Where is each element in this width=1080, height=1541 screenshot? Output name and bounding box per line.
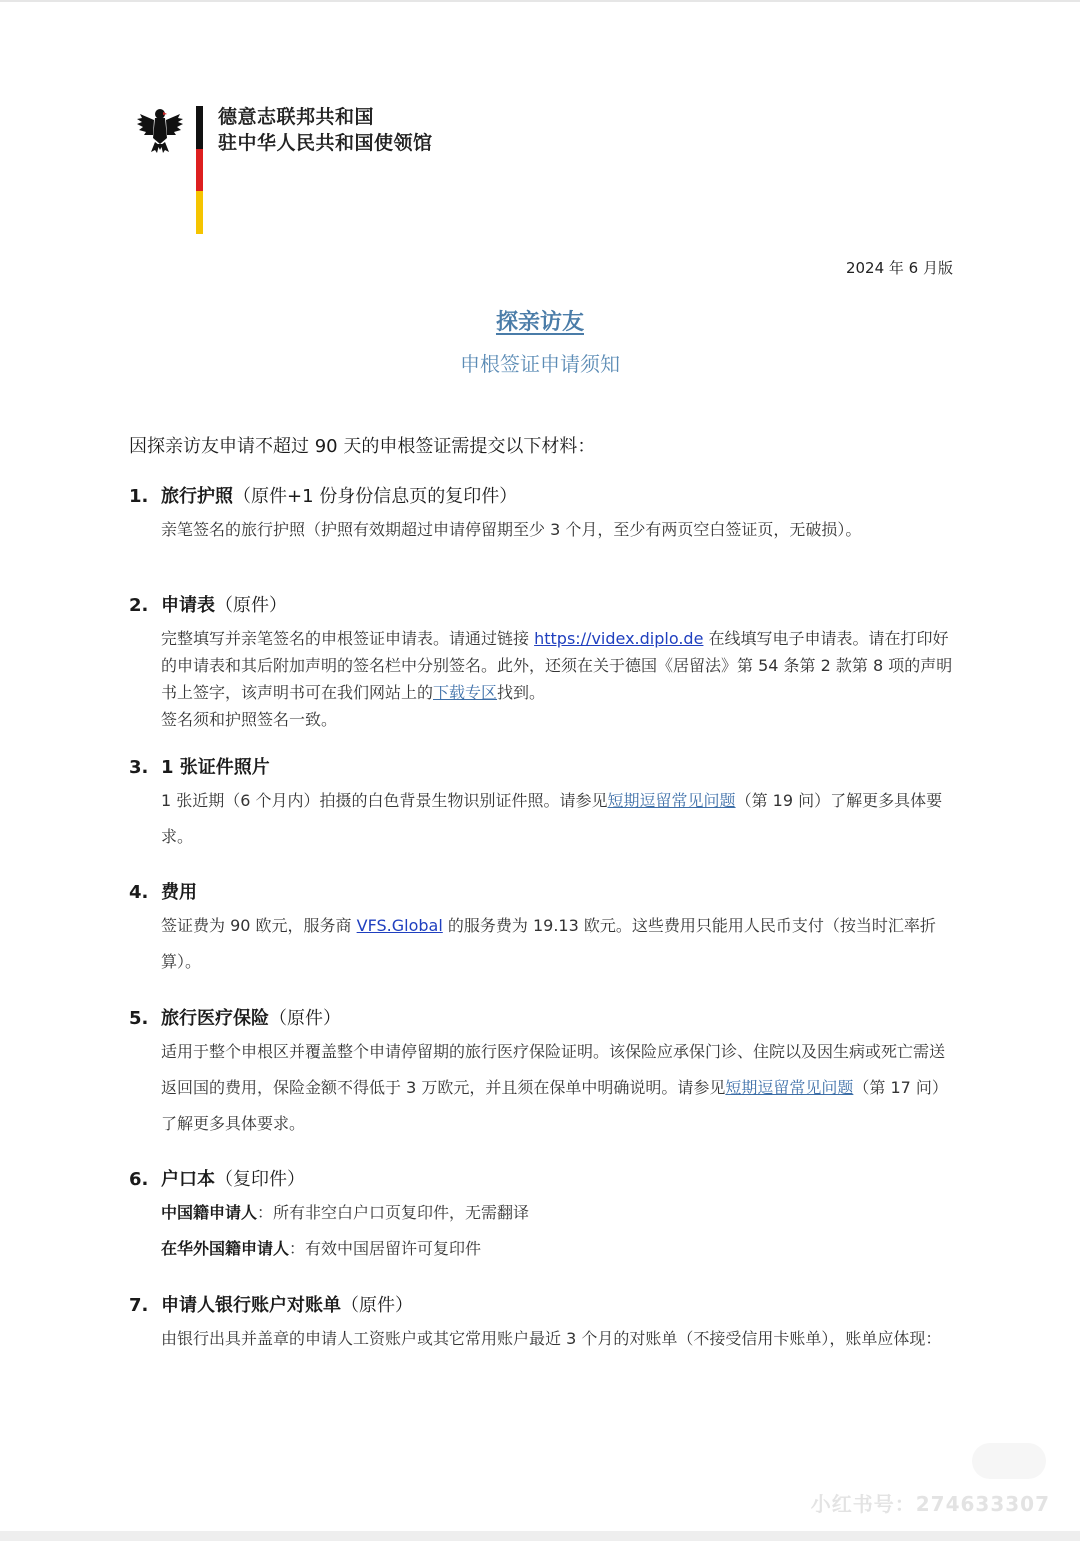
- embassy-name: [218, 104, 433, 156]
- item-note: （原件+1 份身份信息页的复印件）: [233, 486, 518, 507]
- signature-note: 签名须和护照签名一致。: [161, 710, 338, 729]
- requirement-application-form: [129, 593, 959, 733]
- edition-date: 2024 年 6 月版: [845, 259, 953, 277]
- flag-red: [196, 149, 203, 192]
- item-number: 7.: [129, 1295, 149, 1316]
- item-title: 旅行护照: [161, 486, 233, 507]
- item-body: [161, 625, 959, 733]
- foreign-applicant-label: 在华外国籍申请人: [161, 1239, 290, 1258]
- item-note: （原件）: [269, 1008, 341, 1029]
- requirement-photo: [129, 755, 959, 855]
- flag-gold: [196, 191, 203, 234]
- federal-eagle-icon: [134, 104, 186, 156]
- item-body: 由银行出具并盖章的申请人工资账户或其它常用账户最近 3 个月的对账单（不接受信用卡账单），账单应体现：: [161, 1329, 942, 1348]
- top-border: [0, 0, 1080, 2]
- item-heading: [129, 1167, 959, 1193]
- item-number: 4.: [129, 882, 149, 903]
- body-text: （第 19 问）了解更多具体要求。: [161, 791, 943, 846]
- body-text: 找到。: [497, 683, 546, 702]
- item-number: 6.: [129, 1169, 149, 1190]
- item-note: （原件）: [341, 1295, 413, 1316]
- foreign-applicant-text: ：有效中国居留许可复印件: [289, 1239, 482, 1258]
- item-heading: [129, 880, 959, 906]
- german-flag-stripe: [196, 106, 203, 234]
- item-note: （原件）: [215, 595, 287, 616]
- item-heading: [129, 593, 959, 619]
- item-title: 户口本: [161, 1169, 215, 1190]
- requirement-passport: [129, 484, 959, 543]
- item-body: 亲笔签名的旅行护照（护照有效期超过申请停留期至少 3 个月，至少有两页空白签证页，无破损）。: [161, 520, 862, 539]
- org-line-1: 德意志联邦共和国: [218, 106, 375, 128]
- faq-link[interactable]: 短期逗留常见问题: [607, 791, 736, 810]
- item-body: [161, 1195, 959, 1267]
- body-text: 在线填写电子申请表。请在打印好的申请表和其后附加声明的签名栏中分别签名。此外，还须在关于德国《居留法》第 54 条第 2 款第 8 项的声明书上签字，该声明书可在我们网站上的: [161, 629, 953, 702]
- item-body: [161, 1034, 959, 1142]
- item-heading: [129, 1293, 959, 1319]
- watermark: 小红书号：274633307: [810, 1492, 1050, 1516]
- item-body: [161, 783, 959, 855]
- item-number: 2.: [129, 595, 149, 616]
- org-line-2: 驻中华人民共和国使领馆: [218, 132, 433, 154]
- requirement-bank-statement: [129, 1293, 959, 1357]
- body-text: 完整填写并亲笔签名的申根签证申请表。请通过链接: [161, 629, 535, 648]
- requirement-fees: [129, 880, 959, 980]
- item-heading: [129, 1006, 959, 1032]
- requirement-insurance: [129, 1006, 959, 1142]
- download-area-link[interactable]: 下载专区: [433, 683, 498, 702]
- item-title: 申请表: [161, 595, 215, 616]
- page-title[interactable]: 探亲访友: [495, 310, 584, 335]
- requirement-hukou: [129, 1167, 959, 1267]
- item-title: 1 张证件照片: [161, 757, 270, 778]
- item-number: 1.: [129, 486, 149, 507]
- item-title: 费用: [161, 882, 197, 903]
- item-body: [161, 908, 959, 980]
- item-number: 5.: [129, 1008, 149, 1029]
- vfs-global-link[interactable]: VFS.Global: [356, 916, 443, 935]
- item-heading: [129, 484, 959, 510]
- item-title: 旅行医疗保险: [161, 1008, 269, 1029]
- flag-black: [196, 106, 203, 149]
- body-text: 的服务费为 19.13 欧元。这些费用只能用人民币支付（按当时汇率折算）。: [161, 916, 936, 971]
- item-number: 3.: [129, 757, 149, 778]
- body-text: 签证费为 90 欧元，服务商: [161, 916, 357, 935]
- intro-text: 因探亲访友申请不超过 90 天的申根签证需提交以下材料：: [129, 436, 596, 457]
- body-text: （第 17 问）了解更多具体要求。: [161, 1078, 948, 1133]
- bottom-border: [0, 1531, 1080, 1541]
- item-title: 申请人银行账户对账单: [161, 1295, 341, 1316]
- chinese-applicant-label: 中国籍申请人: [161, 1203, 258, 1222]
- body-text: 1 张近期（6 个月内）拍摄的白色背景生物识别证件照。请参见: [161, 791, 608, 810]
- faq-link[interactable]: 短期逗留常见问题: [725, 1078, 854, 1097]
- item-note: （复印件）: [215, 1169, 305, 1190]
- body-text: 适用于整个申根区并覆盖整个申请停留期的旅行医疗保险证明。该保险应承保门诊、住院以及因生病或死亡需送返回国的费用，保险金额不得低于 3 万欧元，并且须在保单中明确说明。请参见: [161, 1042, 946, 1097]
- item-heading: [129, 755, 959, 781]
- page-subtitle: 申根签证申请须知: [460, 352, 620, 376]
- watermark-badge: [972, 1443, 1046, 1479]
- chinese-applicant-text: ：所有非空白户口页复印件，无需翻译: [257, 1203, 530, 1222]
- videx-link[interactable]: https://videx.diplo.de: [534, 629, 704, 648]
